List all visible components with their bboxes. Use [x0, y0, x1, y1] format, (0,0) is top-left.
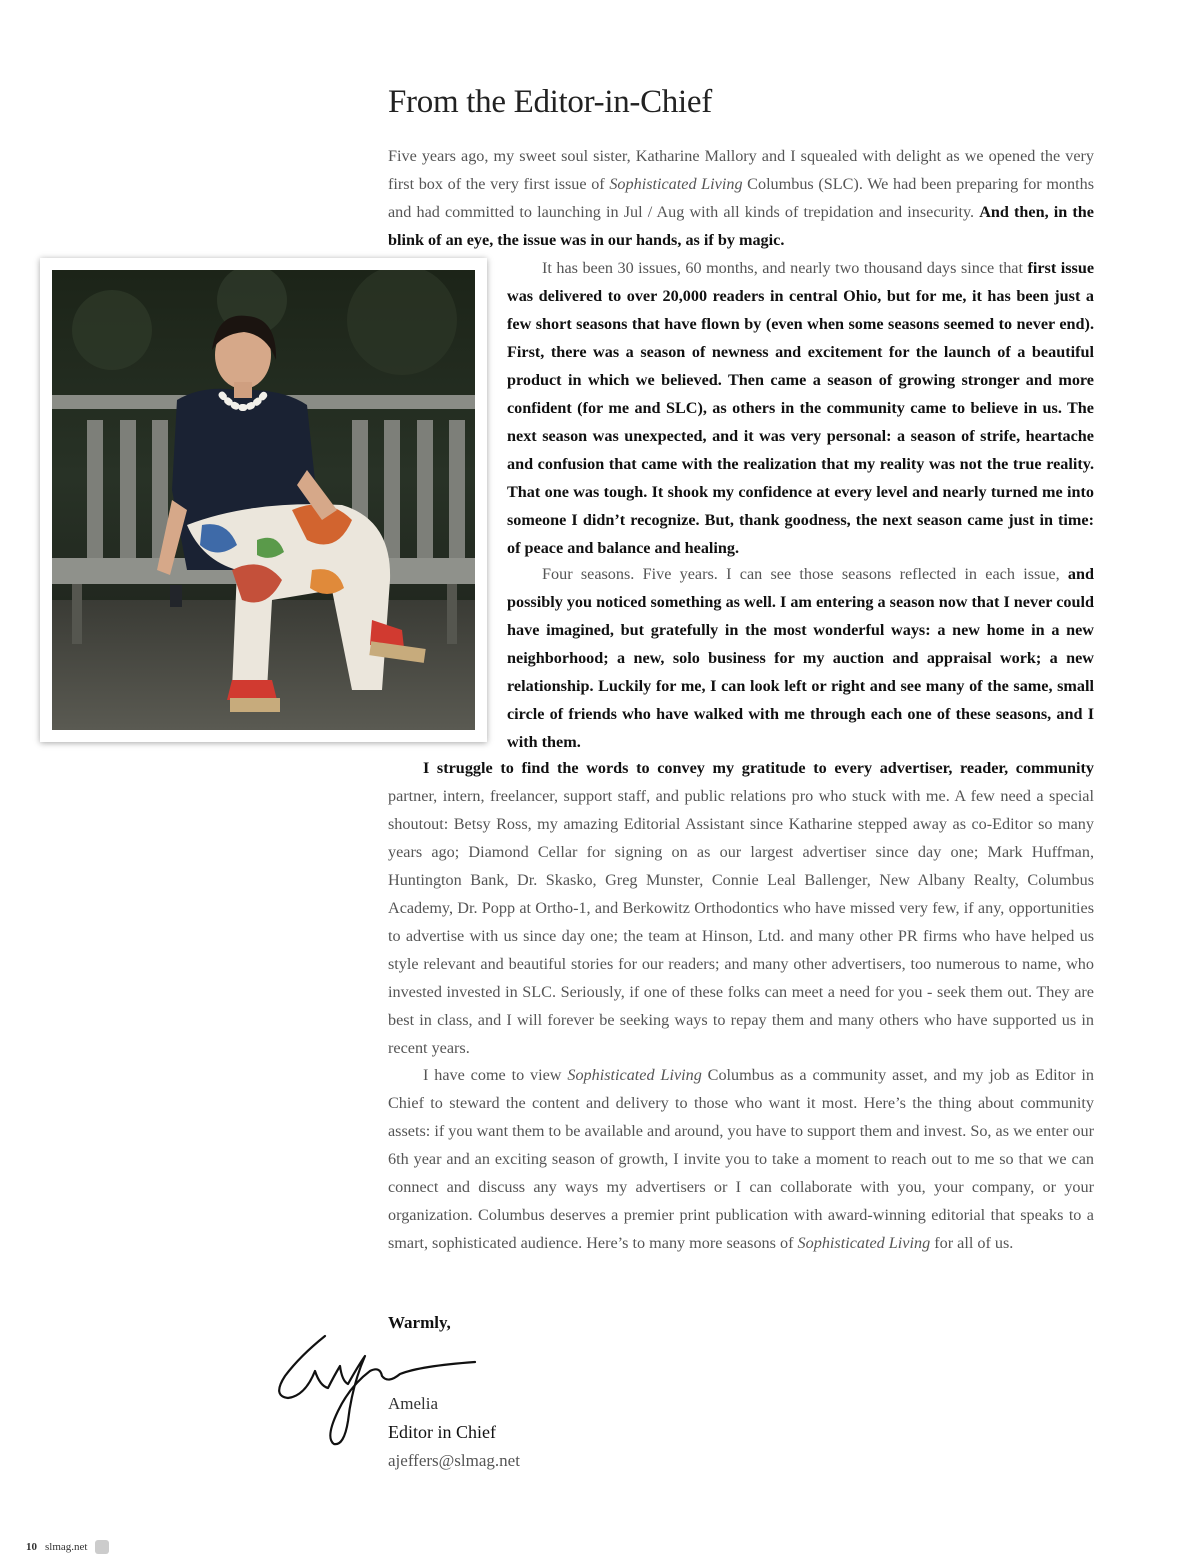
magazine-logo-icon [95, 1540, 109, 1554]
paragraph-community: I have come to view Sophisticated Living Columbus as a community asset, and my job as Editor in Chief to steward the content and delivery to those who want it most. Here’s the thing about community assets: if you want them to be available and around, you have to support them and invest. So, as we enter our 6th year and an exciting season of growth, I invite you to take a moment to reach out to me so that we can connect and discuss any ways my advertisers or I can collaborate with you, your company, or your organization. Columbus deserves a premier print publication with award-winning editorial that speaks to a smart, sophisticated audience. Here’s to many more seasons of Sophisticated Living for all of us. [388, 1066, 1095, 1252]
page-footer [26, 1540, 109, 1554]
page-title: From the Editor-in-Chief [388, 84, 712, 120]
site-url[interactable]: slmag.net [45, 1541, 88, 1553]
editor-role: Editor in Chief [388, 1422, 496, 1442]
magazine-name: Sophisticated Living [797, 1234, 931, 1252]
paragraph-gratitude: I struggle to find the words to convey my gratitude to every advertiser, reader, community partner, intern, freelancer, support staff, and public relations pro who stuck with me. A few need a special shoutout: Betsy Ross, my amazing Editorial Assistant since Katharine stepped away as co-Editor so many years ago; Diamond Cellar for signing on as our largest advertiser since day one; Mark Huffman, Huntington Bank, Dr. Skasko, Greg Munster, Connie Leal Ballenger, New Albany Realty, Columbus Academy, Dr. Popp at Ortho-1, and Berkowitz Orthodontics who have missed very few, if any, opportunities to advertise with us since day one; the team at Hinson, Ltd. and many other PR firms who have helped us style relevant and beautiful stories for our readers; and many other advertisers, too numerous to name, who invested invested in SLC. Seriously, if one of these folks can meet a need for you - seek them out. They are best in class, and I will forever be seeking ways to repay them and many others who have supported us in recent years. [388, 759, 1094, 1057]
paragraph-intro: Five years ago, my sweet soul sister, Katharine Mallory and I squealed with delight as we opened the very first box of the very first issue of Sophisticated Living Columbus (SLC). We had been preparing for months and had committed to launching in Jul / Aug with all kinds of trepidation and insecurity. And then, in the blink of an eye, the issue was in our hands, as if by magic. [388, 147, 1094, 249]
editor-portrait-image [52, 270, 475, 730]
editor-photo [40, 258, 487, 742]
magazine-name: Sophisticated Living [567, 1066, 702, 1084]
paragraph-new-season: Four seasons. Five years. I can see those seasons reflected in each issue, and possibly you noticed something as well. I am entering a season now that I never could have imagined, but gratefully in the most wonderful ways: a new home in a new neighborhood; a new, solo business for my auction and appraisal work; a new relationship. Luckily for me, I can look left or right and see many of the same, small circle of friends who have walked with me through each one of these seasons, and I with them. [507, 565, 1094, 751]
editor-email[interactable]: ajeffers@slmag.net [388, 1451, 520, 1470]
editor-name: Amelia [388, 1394, 439, 1413]
magazine-name: Sophisticated Living [609, 175, 743, 193]
paragraph-seasons: It has been 30 issues, 60 months, and nearly two thousand days since that first issue was delivered to over 20,000 readers in central Ohio, but for me, it has been just a few short seasons that have flown by (even when some seasons seemed to never end). First, there was a season of newness and excitement for the launch of a beautiful product in which we believed. Then came a season of growing stronger and more confident (for me and SLC), as others in the community came to believe in us. The next season was unexpected, and it was very personal: a season of strife, heartache and confusion that came with the realization that my reality was not the true reality. That one was tough. It shook my confidence at every level and nearly turned me into someone I didn’t recognize. But, thank goodness, the next season came just in time: of peace and balance and healing. [507, 259, 1095, 557]
page-number: 10 [26, 1541, 37, 1553]
sign-off: Warmly, [388, 1313, 451, 1332]
